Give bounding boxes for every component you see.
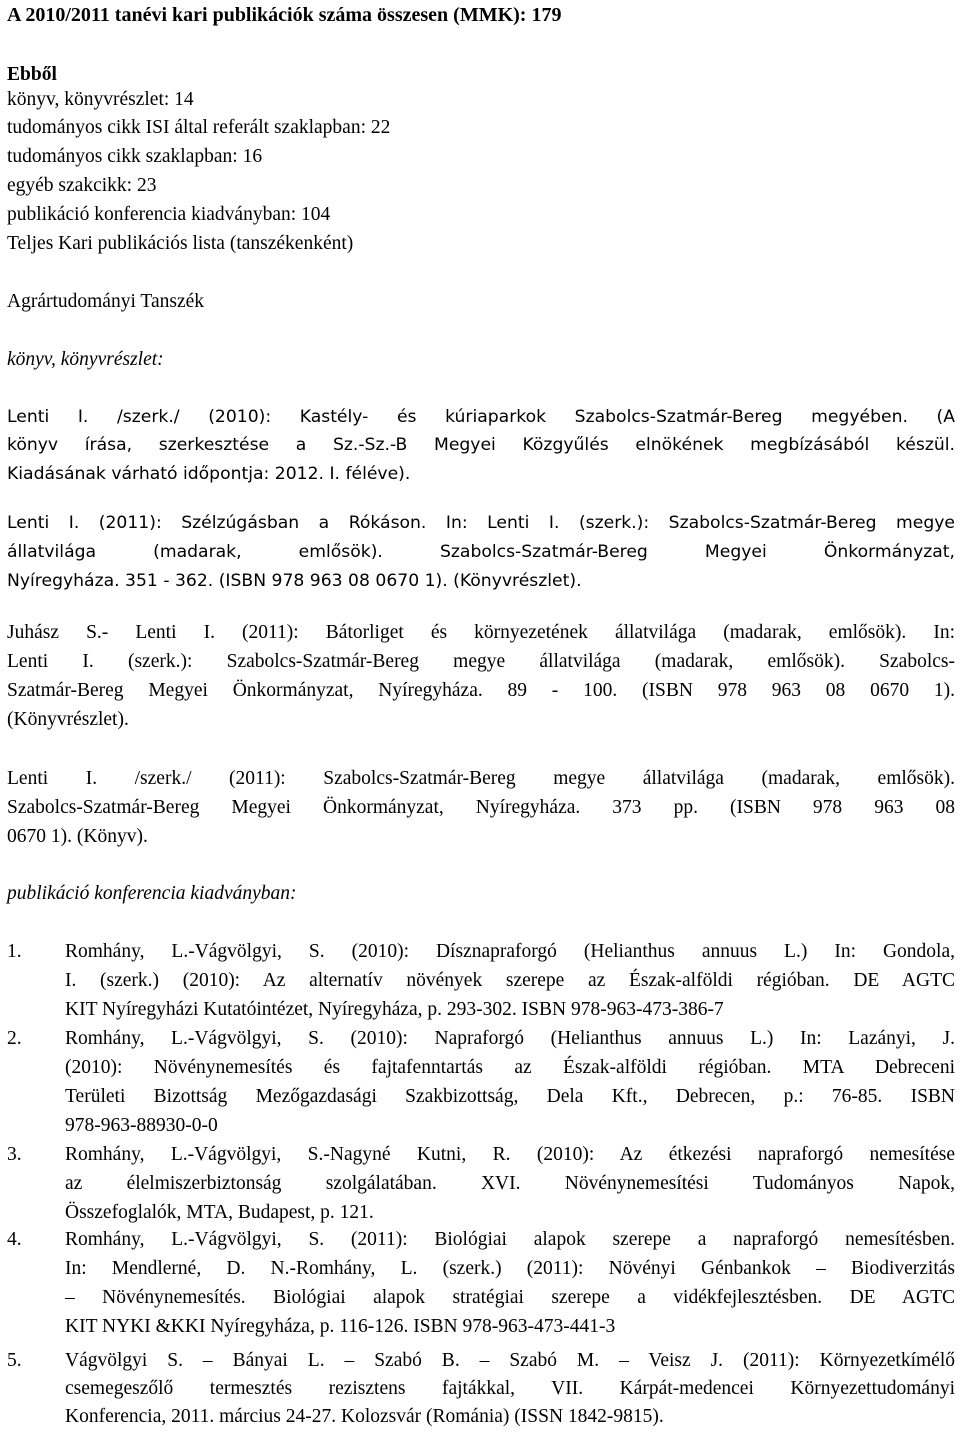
book-entry-line: Kiadásának várható időpontja: 2012. I. féléve). <box>7 464 411 484</box>
conference-entry-line: Romhány, L.-Vágvölgyi, S. (2011): Biológiai alapok szerepe a napraforgó nemesítésben. <box>65 1229 955 1250</box>
book-entry-line: Juhász S.- Lenti I. (2011): Bátorliget és környezetének állatvilága (madarak, emlősök). In: <box>7 622 955 643</box>
book-entry-line: Lenti I. /szerk./ (2010): Kastély- és kúriaparkok Szabolcs-Szatmár-Bereg megyében. (A <box>7 407 955 427</box>
conference-entry-line: Területi Bizottság Mezőgazdasági Szakbizottság, Dela Kft., Debrecen, p.: 76-85. ISBN <box>65 1086 955 1107</box>
conference-entry-line: – Növénynemesítés. Biológiai alapok stratégiai szerepe a vidékfejlesztésben. DE AGTC <box>65 1287 955 1308</box>
conference-entry-line: Romhány, L.-Vágvölgyi, S.-Nagyné Kutni, R. (2010): Az étkezési napraforgó nemesítése <box>65 1144 955 1165</box>
full-list-label: Teljes Kari publikációs lista (tanszékenként) <box>7 233 354 254</box>
book-entry-line: Lenti I. (2011): Szélzúgásban a Rókáson. In: Lenti I. (szerk.): Szabolcs-Szatmár-Bereg megye <box>7 513 955 533</box>
book-entry-line: Nyíregyháza. 351 - 362. (ISBN 978 963 08 0670 1). (Könyvrészlet). <box>7 571 582 591</box>
conference-entry-line: (2010): Növénynemesítés és fajtafenntartás az Észak-alföldi régióban. MTA Debreceni <box>65 1057 955 1078</box>
book-entry-line: állatvilága (madarak, emlősök). Szabolcs-Szatmár-Bereg Megyei Önkormányzat, <box>7 542 955 562</box>
conference-entry-line: az élelmiszerbiztonság szolgálatában. XVI. Növénynemesítési Tudományos Napok, <box>65 1173 955 1194</box>
page-title: A 2010/2011 tanévi kari publikációk száma összesen (MMK): 179 <box>7 4 562 26</box>
conference-entry-line: Összefoglalók, MTA, Budapest, p. 121. <box>65 1202 374 1223</box>
entry-number: 1. <box>7 941 22 962</box>
conference-entry-line: Romhány, L.-Vágvölgyi, S. (2010): Dísznapraforgó (Helianthus annuus L.) In: Gondola, <box>65 941 955 962</box>
entry-number: 2. <box>7 1028 22 1049</box>
summary-item: tudományos cikk szaklapban: 16 <box>7 146 263 167</box>
book-entry-line: (Könyvrészlet). <box>7 709 129 730</box>
summary-item: publikáció konferencia kiadványban: 104 <box>7 204 331 225</box>
conference-entry-line: Vágvölgyi S. – Bányai L. – Szabó B. – Szabó M. – Veisz J. (2011): Környezetkímélő <box>65 1350 955 1371</box>
conference-entry-line: Romhány, L.-Vágvölgyi, S. (2010): Napraforgó (Helianthus annuus L.) In: Lazányi, J. <box>65 1028 955 1049</box>
summary-item: egyéb szakcikk: 23 <box>7 175 157 196</box>
book-entry-line: Szabolcs-Szatmár-Bereg Megyei Önkormányzat, Nyíregyháza. 373 pp. (ISBN 978 963 08 <box>7 797 955 818</box>
conference-entry-line: I. (szerk.) (2010): Az alternatív növények szerepe az Észak-alföldi régióban. DE AGTC <box>65 970 955 991</box>
book-entry-line: 0670 1). (Könyv). <box>7 826 148 847</box>
conference-section-heading: publikáció konferencia kiadványban: <box>7 883 297 904</box>
summary-item: könyv, könyvrészlet: 14 <box>7 89 194 110</box>
conference-entry-line: csemegeszőlő termesztés rezisztens fajtákkal, VII. Kárpát-medencei Környezettudományi <box>65 1378 955 1399</box>
department-name: Agrártudományi Tanszék <box>7 291 205 312</box>
conference-entry-line: KIT Nyíregyházi Kutatóintézet, Nyíregyháza, p. 293-302. ISBN 978-963-473-386-7 <box>65 999 724 1020</box>
summary-item: tudományos cikk ISI által referált szaklapban: 22 <box>7 117 391 138</box>
entry-number: 5. <box>7 1350 22 1371</box>
ebbol-label: Ebből <box>7 64 57 85</box>
conference-entry-line: Konferencia, 2011. március 24-27. Kolozsvár (Románia) (ISSN 1842-9815). <box>65 1406 664 1427</box>
book-entry-line: könyv írása, szerkesztése a Sz.-Sz.-B Megyei Közgyűlés elnökének megbízásából készül. <box>7 435 955 455</box>
conference-entry-line: In: Mendlerné, D. N.-Romhány, L. (szerk.) (2011): Növényi Génbankok – Biodiverzitás <box>65 1258 955 1279</box>
entry-number: 3. <box>7 1144 22 1165</box>
conference-entry-line: KIT NYKI &KKI Nyíregyháza, p. 116-126. ISBN 978-963-473-441-3 <box>65 1316 616 1337</box>
conference-entry-line: 978-963-88930-0-0 <box>65 1115 218 1136</box>
book-entry-line: Lenti I. /szerk./ (2011): Szabolcs-Szatmár-Bereg megye állatvilága (madarak, emlősök). <box>7 768 955 789</box>
book-entry-line: Lenti I. (szerk.): Szabolcs-Szatmár-Bereg megye állatvilága (madarak, emlősök). Szabolcs- <box>7 651 955 672</box>
book-entry-line: Szatmár-Bereg Megyei Önkormányzat, Nyíregyháza. 89 - 100. (ISBN 978 963 08 0670 1). <box>7 680 955 701</box>
book-section-heading: könyv, könyvrészlet: <box>7 349 164 370</box>
entry-number: 4. <box>7 1229 22 1250</box>
